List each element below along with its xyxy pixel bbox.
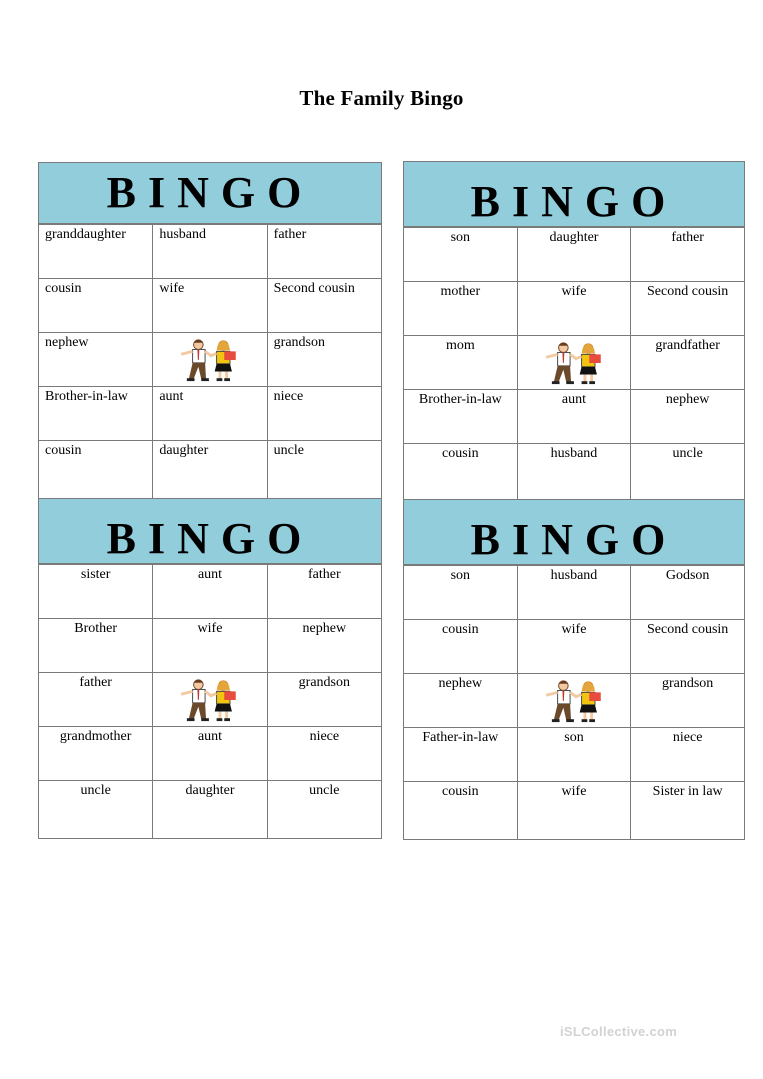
bingo-cell[interactable]: daughter (517, 228, 631, 282)
bingo-cell[interactable]: grandfather (631, 336, 745, 390)
bingo-cell[interactable]: husband (153, 225, 267, 279)
bingo-card-header: BINGO (38, 162, 382, 224)
bingo-grid (38, 224, 382, 499)
free-space-cell[interactable] (517, 336, 631, 390)
bingo-cell[interactable]: aunt (153, 565, 267, 619)
bingo-card-header: BINGO (38, 498, 382, 564)
bingo-cell[interactable]: daughter (153, 441, 267, 499)
family-couple-icon (169, 337, 245, 383)
bingo-cell[interactable]: father (39, 673, 153, 727)
bingo-cell[interactable]: nephew (267, 619, 381, 673)
watermark: iSLCollective.com (560, 1024, 678, 1039)
bingo-card-2 (403, 161, 745, 500)
bingo-cell[interactable]: grandson (631, 674, 745, 728)
bingo-cell[interactable]: nephew (631, 390, 745, 444)
bingo-cell[interactable]: father (631, 228, 745, 282)
bingo-cell[interactable]: cousin (404, 782, 518, 840)
bingo-cell[interactable]: Second cousin (631, 620, 745, 674)
bingo-cell[interactable]: wife (517, 282, 631, 336)
bingo-cell[interactable]: Brother-in-law (404, 390, 518, 444)
bingo-cell[interactable]: wife (153, 279, 267, 333)
bingo-grid (403, 227, 745, 500)
bingo-cell[interactable]: cousin (39, 441, 153, 499)
bingo-cell[interactable]: Second cousin (267, 279, 381, 333)
bingo-cell[interactable]: Brother (39, 619, 153, 673)
bingo-cell[interactable]: granddaughter (39, 225, 153, 279)
bingo-cell[interactable]: Godson (631, 566, 745, 620)
bingo-cell[interactable]: mom (404, 336, 518, 390)
family-couple-icon (169, 677, 245, 723)
bingo-cell[interactable]: Sister in law (631, 782, 745, 840)
bingo-cell[interactable]: cousin (404, 620, 518, 674)
bingo-cell[interactable]: Brother-in-law (39, 387, 153, 441)
bingo-cell[interactable]: niece (267, 727, 381, 781)
bingo-cell[interactable]: aunt (517, 390, 631, 444)
page-title: The Family Bingo (299, 86, 464, 110)
bingo-cell[interactable]: wife (153, 619, 267, 673)
bingo-cell[interactable]: cousin (39, 279, 153, 333)
bingo-cell[interactable]: son (404, 228, 518, 282)
bingo-cell[interactable]: uncle (267, 781, 381, 839)
bingo-grid (403, 565, 745, 840)
bingo-cell[interactable]: grandson (267, 333, 381, 387)
bingo-cell[interactable]: aunt (153, 387, 267, 441)
bingo-cell[interactable]: cousin (404, 444, 518, 500)
bingo-cell[interactable]: mother (404, 282, 518, 336)
bingo-card-header: BINGO (403, 499, 745, 565)
bingo-cell[interactable]: grandmother (39, 727, 153, 781)
bingo-cell[interactable]: husband (517, 444, 631, 500)
bingo-cell[interactable]: niece (267, 387, 381, 441)
bingo-cell[interactable]: father (267, 225, 381, 279)
bingo-cell[interactable]: sister (39, 565, 153, 619)
family-couple-icon (534, 340, 610, 386)
bingo-card-header: BINGO (403, 161, 745, 227)
bingo-cell[interactable]: aunt (153, 727, 267, 781)
bingo-cell[interactable]: daughter (153, 781, 267, 839)
free-space-cell[interactable] (517, 674, 631, 728)
bingo-cell[interactable]: Second cousin (631, 282, 745, 336)
bingo-cell[interactable]: son (517, 728, 631, 782)
bingo-cell[interactable]: husband (517, 566, 631, 620)
bingo-cell[interactable]: uncle (39, 781, 153, 839)
bingo-cell[interactable]: nephew (404, 674, 518, 728)
bingo-cell[interactable]: wife (517, 782, 631, 840)
bingo-card-3 (38, 498, 382, 839)
bingo-cell[interactable]: son (404, 566, 518, 620)
bingo-cell[interactable]: father (267, 565, 381, 619)
bingo-card-4 (403, 499, 745, 840)
bingo-cell[interactable]: grandson (267, 673, 381, 727)
bingo-card-1 (38, 162, 382, 499)
free-space-cell[interactable] (153, 673, 267, 727)
family-couple-icon (534, 678, 610, 724)
free-space-cell[interactable] (153, 333, 267, 387)
bingo-cell[interactable]: niece (631, 728, 745, 782)
bingo-cell[interactable]: uncle (267, 441, 381, 499)
bingo-cell[interactable]: Father-in-law (404, 728, 518, 782)
bingo-grid (38, 564, 382, 839)
bingo-cell[interactable]: nephew (39, 333, 153, 387)
bingo-cell[interactable]: uncle (631, 444, 745, 500)
bingo-cell[interactable]: wife (517, 620, 631, 674)
